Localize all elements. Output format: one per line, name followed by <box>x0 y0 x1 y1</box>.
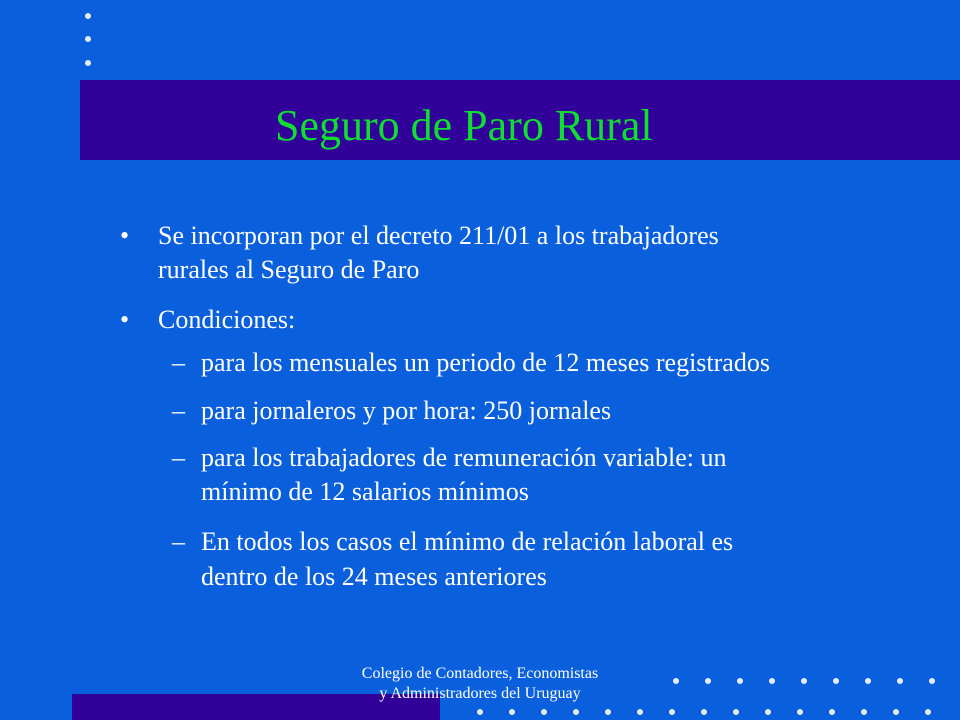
bullet-marker: • <box>120 221 130 250</box>
decorative-dot <box>737 678 743 684</box>
subitem-4-line-1: En todos los casos el mínimo de relación laboral es <box>201 527 734 556</box>
footer-line-1: Colegio de Contadores, Economistas <box>361 665 599 682</box>
decorative-dot <box>829 709 835 715</box>
footer-line-2: y Administradores del Uruguay <box>379 685 581 702</box>
decorative-dot <box>509 709 515 715</box>
decorative-dot <box>897 678 903 684</box>
decorative-dot <box>765 709 771 715</box>
decorative-dot <box>637 709 643 715</box>
decorative-dot <box>541 709 547 715</box>
decorative-dot <box>701 709 707 715</box>
decorative-dot <box>925 709 931 715</box>
bullet-marker: • <box>120 305 130 334</box>
decorative-dot <box>605 709 611 715</box>
decorative-dot <box>477 709 483 715</box>
subitem-marker: – <box>172 443 185 472</box>
decorative-dot <box>669 709 675 715</box>
footer-text <box>300 664 660 704</box>
subitem-4-line-2: dentro de los 24 meses anteriores <box>201 562 547 591</box>
bullet-1-line-2: rurales al Seguro de Paro <box>158 255 420 284</box>
subitem-marker: – <box>172 396 185 425</box>
decorative-dot <box>797 709 803 715</box>
decorative-dot <box>673 678 679 684</box>
slide-title: Seguro de Paro Rural <box>275 101 653 150</box>
decorative-dot <box>861 709 867 715</box>
decorative-dot <box>801 678 807 684</box>
bullet-2-line-1: Condiciones: <box>158 305 296 334</box>
bullet-1-line-1: Se incorporan por el decreto 211/01 a los trabajadores <box>158 221 719 250</box>
subitem-3-line-2: mínimo de 12 salarios mínimos <box>201 477 529 506</box>
decorative-dot <box>705 678 711 684</box>
subitem-2-line-1: para jornaleros y por hora: 250 jornales <box>201 396 612 425</box>
subitem-1-line-1: para los mensuales un periodo de 12 meses registrados <box>201 348 770 377</box>
subitem-3-line-1: para los trabajadores de remuneración variable: un <box>201 443 727 472</box>
decorative-dot <box>929 678 935 684</box>
subitem-marker: – <box>172 348 185 377</box>
decorative-dot <box>573 709 579 715</box>
decorative-dot <box>769 678 775 684</box>
decorative-dot <box>733 709 739 715</box>
decorative-dot <box>833 678 839 684</box>
decorative-dot <box>893 709 899 715</box>
decorative-dot <box>865 678 871 684</box>
subitem-marker: – <box>172 527 185 556</box>
